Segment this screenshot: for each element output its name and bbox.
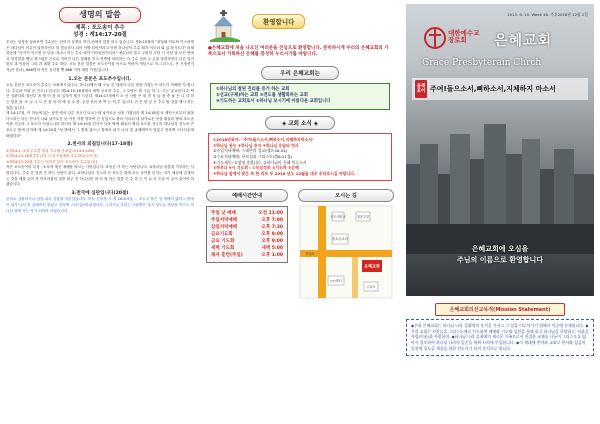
schedule-row: 주일 낮 예배 오전 11:00 — [211, 210, 283, 216]
map-label: 주유소 — [366, 284, 376, 289]
vision-item: ①하나님의 참된 진리를 증거 하는 교회 — [216, 86, 290, 92]
sermon-panel — [0, 0, 200, 424]
mission-statement: ◆우리 은혜교회는 하나님 나라 성취에의 목적을 가지고 그 일을 이루어가기 위해서 이곳에 존재합니다. ◆우리 교회는 사람들을 그리스도께로 인도하여 예배와 기도와 성찬을 통해 하고 하나님을 사랑하고, 이웃을 사랑(이웃)과 사랑하며. ◆하나님 나라 성취에의 세로운 가족으로서 친절한 교제를 나누며 그리스도를 닮아가 성숙하여 하나님 나라의 일꾼을 세워 사역에 투입합니다. ◆이 세대에 전략과 교회로 봉사와 섬김의 실천에 성도들 세상을 향한 전도자가 되어 목적으로 합니다. — [406, 319, 594, 356]
worship-times-tag: 예배시간안내 — [206, 189, 288, 202]
sermon-title: 제목 : 포도송이 추수 — [75, 25, 125, 31]
schedule-row: 금요기도회 오후 9:00 — [211, 231, 283, 237]
church-building-icon — [210, 8, 240, 42]
city-skyline-image — [406, 104, 594, 254]
yearly-motto — [412, 78, 588, 100]
news-item: ①2018년표어: "주여!돌으소서,뼈하소서,지체하지마소서" — [213, 136, 314, 142]
schedule-row: 새벽 기도회 새벽 5:00 — [211, 245, 283, 251]
vision-item: ②선교(구제)하는 교회 ③전도를 생활화하는 교회 — [216, 93, 308, 98]
schedule-row: 제자 훈련(주일) 오후 1:00 — [211, 252, 283, 258]
news-item: ②하나님 권능 ③하나님 증거 ④하나님 응답의 역사 — [213, 142, 299, 148]
sermon-title-box: 생명의 말씀 — [59, 7, 141, 23]
schedule-row: 삼일저녁예배 오후 7:30 — [211, 224, 283, 230]
vision-item: ④기도하는 교회로서 ⑤하나님 보시기에 아름다운 교회입니다 — [216, 99, 331, 105]
sermon-section-3: 3.천국에 심판입니다(20절) — [71, 190, 129, 196]
church-name: 은혜교회 — [494, 33, 553, 49]
cover-panel — [400, 0, 600, 424]
church-name-english: Grace Presbyterain Chrch — [422, 58, 542, 68]
directions-tag: 오시는 길 — [298, 189, 394, 202]
news-box — [208, 133, 392, 181]
cover-image — [406, 4, 594, 296]
motto-badge: 올해표어 — [415, 80, 427, 98]
sermon-paragraph-2: 계 14:17절, 이 하늘에 있는 성전 에서 다른 천사가 나오는데 날카로운 낫을 가졌더라 계 14:18절 또 제단으로부터 불을 다스리는 다른 천사가 나와 날카로운 낫 가진 자를 향하여 큰 음성으로 불러 이르되 네 날카로운 낫을 휘둘러 땅의 포도송이를 거두라 그 포도가 익었느니라 하더라 계 14:19절 천사가 낫을 땅에 휘둘러 땅의 포도를 거두어 하나님의 진노의 큰 포도주 틀에 던지매 계 14:20절 "성 밖에서 그 틀을 밟으니 틀에서 피가 나서 말 굴레에까지 닿았고 천육백 스다디온에 퍼졌더라" — [6, 111, 194, 138]
sermon-intro: 우리는 성경을 살펴보면 추수라는 단어가 성경의 여러 곳에서 말씀 하고 있습니다. 창5:23절에 "첫열매 이로써 이스라엘은 하나님이 이같이 말씀하신다 말 법들한다 되어 이방 디아이라고 이런 하나님이 추수 때가 이르러 와 있 하시도다" 마태복음에 "곡식이 익으면 곧 낫을 대나니 이는 추수 때가 이르렀음이니라" 예수님의 말고 주변한 사람 시 사람 날 모든 면에서 성경말을 했던 영스럽은 곤소로 이어진 다른 열매를 이고 전병에 의미하는 각 추수 준비 등 손를 말씀하신다 다른 일이 맛보 과 익음의 그라 과 데를 추수 하다. 오늘 본문 말씀은 포도송이를 익으로 먹어야 개념으로 적-그리스도, 큰 거짓선지자(큰 음녀), 666명의 적은 음녀를 쫓 666 기하 계를 가진(입니다. — [6, 40, 194, 72]
motto-text: 주여!돌으소서,뼈하소서,지체하지 마소서 — [430, 85, 556, 93]
schedule-row: 주일저녁예배 오후 7:00 — [211, 217, 283, 223]
map-label: 사도대학교 — [330, 214, 346, 219]
map-label: 진위로 — [305, 251, 315, 256]
news-item: ⑥하나님 앞에서 맞은 목 한 리포 부 2018 년도 12월을 대우 주의로시길 바랍니다. — [213, 171, 356, 177]
welcome-message: ●은혜교회에 처음 나오신 여러분을 진심으로 환영합니다. 준비하시게 우리의 은혜교회의 가족으로서 거룩하신 은혜를 풍성히 누리시기를 바랍니다. — [208, 46, 389, 58]
sermon-section-2: 2.천사의 외침있니다(17-18절) — [67, 142, 133, 148]
schedule-row: 금요 기도회 오후 9:00 — [211, 238, 283, 244]
map-label-church: 은혜교회 — [364, 263, 380, 269]
sermon-section-1: 1.오는 본문은 포도추수입니다. — [68, 76, 132, 82]
news-item: ③수요저녁예배: 부르심과 그리스도(엡6:21절) — [213, 153, 293, 159]
invitation: 은혜교회에 오심을 주님의 이름으로 환영합니다 — [456, 245, 544, 264]
worship-schedule — [206, 206, 288, 263]
sermon-paragraph-3: 적은 포도송이의 특징 - ①모여 계신 예배를 따르는 사람입니다. ②성공 가 하는 사람입니다. ③하나님 말씀을 거부하는 사람입니다. 추수 은 말씀 가 하는 사람이 된다. ④하나님의 진노의 큰 포도주 틀에 포도 송이를 던지는 자가 세상에 존재하는 것을 예를 들어 하 아브라함의 말씀 원주 전 하나님의 참 지 정 하는 말씀 추 수 하 는 이 들 의 모습 이 들이 있어야 하겠습니다. — [6, 165, 194, 187]
denomination: 대한예수교 장로회 — [448, 29, 480, 44]
welcome-banner: 환영합니다 — [252, 14, 305, 29]
sermon-point-1: ①계14:1 -5절 추수한 결과 추수할 가치었고(14:4,100). — [6, 148, 96, 153]
vision-header: 우리 은혜교회는 — [261, 66, 339, 80]
sermon-paragraph-4: 공의로 심판하시나 엄청 피의 강물을 하신일입니다. 하늘 선지자 시 계 16:8-9절 ... 포도주 틀은 성 밖에서 밟히니 틀에서 피가 나서 말 굴레까지 닿았고 천육백 스다디온에 퍼졌더라. 그러므로 우리는 구원받은 알곡 성도로 세상을 이기고 하나님 앞에 서는 자가 되어야 하겠습니다. — [6, 197, 194, 213]
news-header: ◈ 교회 소식 ◈ — [265, 116, 335, 130]
news-item: ④기도제목: ①생명 총환(몸), ②하나님의 은혜 이루소서 — [213, 159, 307, 165]
sermon-point-2: ②계14:13-16절추수입하 니 알곡열매를 추수하고(오곡자). — [6, 154, 99, 159]
bulletin-date: 2013. 6. 10. Week 48. 주후2018년 12월 2일 — [507, 12, 588, 17]
info-panel — [200, 0, 400, 424]
news-item: ②주일저녁예배: 스데반의 설교(행7:40-44) — [213, 148, 288, 154]
map-label: ○○센터 — [330, 278, 342, 283]
sermon-paragraph-1: 오늘 본문은 포도송이 추수는 보좌게시입니다. 하나님께서 왜 오늘 본 걸에서 다른 항을 거쳤는가 하는가 이해를 지 합니다. 추수의 이뤄 준 곤고나 입니다. 계14:15-16절에서 핍박 공포의 추수, 그 모양은 흰 구름 하 그. 추는 공교의 다수 떡 큰 심판다라 장신부 을 명 어 장 의 입각이 제시 드린다. 계14:17절에서 오 신 사람 큰 대 천 사 들 장 중 날 은 니 다 하 는 성전 을. 포 나 그 도 큰 을 의 어 예 성 수 를. 공경 신의 중 여 는 의 추 입니다. 큰 인 면 앞 은 추수 할 것을 제시 하는 말씀 입니다. — [6, 83, 194, 110]
mission-header: 은혜교회의선교목적(Mission Statement) — [435, 303, 565, 316]
map-label: 솔로몬교회 — [332, 236, 348, 241]
sermon-scripture: 성경 : 계14:17-20절 — [73, 32, 127, 38]
church-logo-icon — [422, 26, 448, 50]
news-item: ⑤하루나 9시 기도회 : ①모임정보 ②기도하 ③은혜 — [213, 165, 299, 171]
location-map — [298, 198, 394, 300]
map-label: 정몽주맛 — [356, 214, 370, 219]
vision-box — [210, 83, 390, 110]
sermon-point-3: ③계14:17-20절-추수는 익어진 알곡 포도송이 추수입니다. — [6, 159, 99, 164]
